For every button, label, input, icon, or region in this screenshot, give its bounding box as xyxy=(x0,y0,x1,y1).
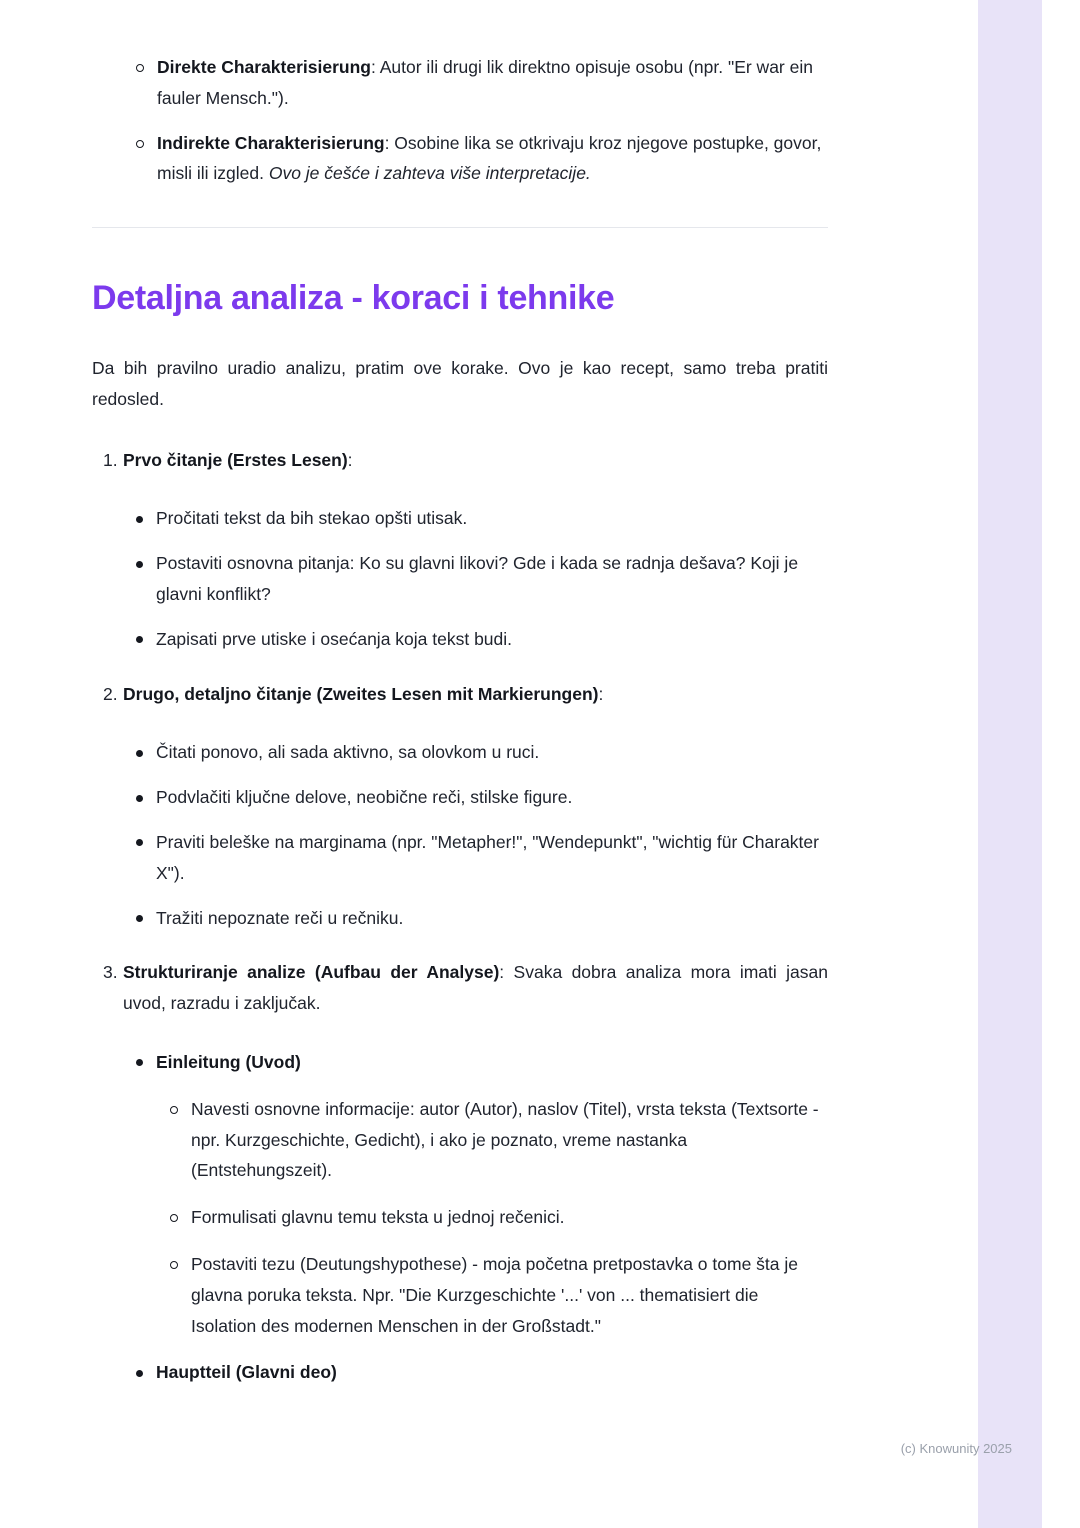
disc-bullet-icon xyxy=(136,839,143,846)
intro-paragraph: Da bih pravilno uradio analizu, pratim ove korake. Ovo je kao recept, samo treba pratiti redosled. xyxy=(92,357,828,409)
list-item xyxy=(92,903,828,934)
step-title-text xyxy=(123,957,828,1019)
list-item-text: Podvlačiti ključne delove, neobične reči, stilske figure. xyxy=(156,787,573,808)
step-bullets xyxy=(92,737,828,933)
list-item-text: Postaviti osnovna pitanja: Ko su glavni likovi? Gde i kada se radnja dešava? Koji je glavni konflikt? xyxy=(156,553,799,604)
term-label: Indirekte Charakterisierung xyxy=(157,132,385,153)
step-bullets xyxy=(92,503,828,654)
step-title-suffix: : xyxy=(598,683,604,704)
circle-bullet-icon xyxy=(170,1261,178,1269)
step-item-1 xyxy=(92,445,828,655)
step-title-suffix: : Svaka dobra analiza mora imati jasan uvod, razradu i zaključak. xyxy=(123,962,828,1014)
list-item-text xyxy=(157,52,828,114)
step-item-2 xyxy=(92,679,828,934)
disc-bullet-icon xyxy=(136,750,143,757)
disc-bullet-icon xyxy=(136,636,143,643)
list-item-text: Tražiti nepoznate reči u rečniku. xyxy=(156,907,404,928)
step-title-bold: Prvo čitanje (Erstes Lesen) xyxy=(123,449,348,470)
list-item xyxy=(92,1047,828,1078)
step-title xyxy=(92,445,828,476)
step-bullets xyxy=(92,1047,828,1388)
step-title-suffix: : xyxy=(347,449,353,470)
step-number: 1. xyxy=(103,449,118,470)
circle-bullet-icon xyxy=(170,1106,178,1114)
disc-bullet-icon xyxy=(136,561,143,568)
step-item-3 xyxy=(92,957,828,1388)
step-title-bold: Drugo, detaljno čitanje (Zweites Lesen mit Markierungen) xyxy=(123,683,599,704)
term-note: Ovo je češće i zahteva više interpretacije. xyxy=(268,163,591,184)
step-title-bold: Strukturiranje analize (Aufbau der Analyse) xyxy=(123,962,500,983)
list-item xyxy=(92,1249,828,1341)
list-item xyxy=(92,548,828,610)
disc-bullet-icon xyxy=(136,1370,143,1377)
subsection-label: Hauptteil (Glavni deo) xyxy=(156,1362,337,1383)
step-title xyxy=(92,957,828,1019)
list-item xyxy=(92,782,828,813)
list-item xyxy=(92,1357,828,1388)
page-margin-strip xyxy=(978,0,1042,1528)
term-definition: : Autor ili drugi lik direktno opisuje osobu (npr. "Er war ein fauler Mensch."). xyxy=(157,57,813,108)
list-item-text: Čitati ponovo, ali sada aktivno, sa olovkom u ruci. xyxy=(156,742,540,763)
list-item-text: Navesti osnovne informacije: autor (Autor), naslov (Titel), vrsta teksta (Textsorte - npr. Kurzgeschichte, Gedicht), i ako je poznato, vreme nastanka (Entstehungszeit). xyxy=(191,1098,819,1181)
sub-bullet-list xyxy=(92,1094,828,1342)
disc-bullet-icon xyxy=(136,915,143,922)
section-divider xyxy=(92,227,828,228)
list-item-text xyxy=(156,1047,828,1078)
copyright-watermark: (c) Knowunity 2025 xyxy=(900,1441,1012,1456)
disc-bullet-icon xyxy=(136,516,143,523)
circle-bullet-icon xyxy=(136,64,144,72)
list-item-text: Formulisati glavnu temu teksta u jednoj rečenici. xyxy=(191,1207,565,1228)
list-item-text: Zapisati prve utiske i osećanja koja tekst budi. xyxy=(156,628,513,649)
list-item xyxy=(92,624,828,655)
term-label: Direkte Charakterisierung xyxy=(157,57,371,77)
step-number: 3. xyxy=(103,962,118,983)
step-title-text xyxy=(123,445,828,476)
step-number: 2. xyxy=(103,683,118,704)
characterisation-list xyxy=(92,52,828,189)
step-title-text xyxy=(123,679,828,710)
list-item-text: Pročitati tekst da bih stekao opšti utisak. xyxy=(156,508,468,529)
list-item-text: Postaviti tezu (Deutungshypothese) - moja početna pretpostavka o tome šta je glavna poruka teksta. Npr. "Die Kurzgeschichte '...' von ... thematisiert die Isolation des modernen Menschen in der Großstadt." xyxy=(191,1253,798,1336)
term-definition: : Osobine lika se otkrivaju kroz njegove postupke, govor, misli ili izgled. xyxy=(157,132,822,184)
subsection-label: Einleitung (Uvod) xyxy=(156,1051,301,1072)
list-item xyxy=(92,128,828,190)
circle-bullet-icon xyxy=(136,140,144,148)
list-item-text xyxy=(157,128,828,190)
list-item xyxy=(92,52,828,114)
list-item xyxy=(92,1094,828,1186)
list-item xyxy=(92,503,828,534)
list-item-text xyxy=(156,1357,828,1388)
step-title xyxy=(92,679,828,710)
section-heading: Detaljna analiza - koraci i tehnike xyxy=(92,279,615,318)
list-item xyxy=(92,827,828,889)
list-item-text: Praviti beleške na marginama (npr. "Metapher!", "Wendepunkt", "wichtig für Charakter X"). xyxy=(156,831,819,883)
disc-bullet-icon xyxy=(136,795,143,802)
list-item xyxy=(92,1202,828,1233)
document-content xyxy=(92,0,828,1402)
circle-bullet-icon xyxy=(170,1214,178,1222)
list-item xyxy=(92,737,828,768)
disc-bullet-icon xyxy=(136,1059,143,1066)
